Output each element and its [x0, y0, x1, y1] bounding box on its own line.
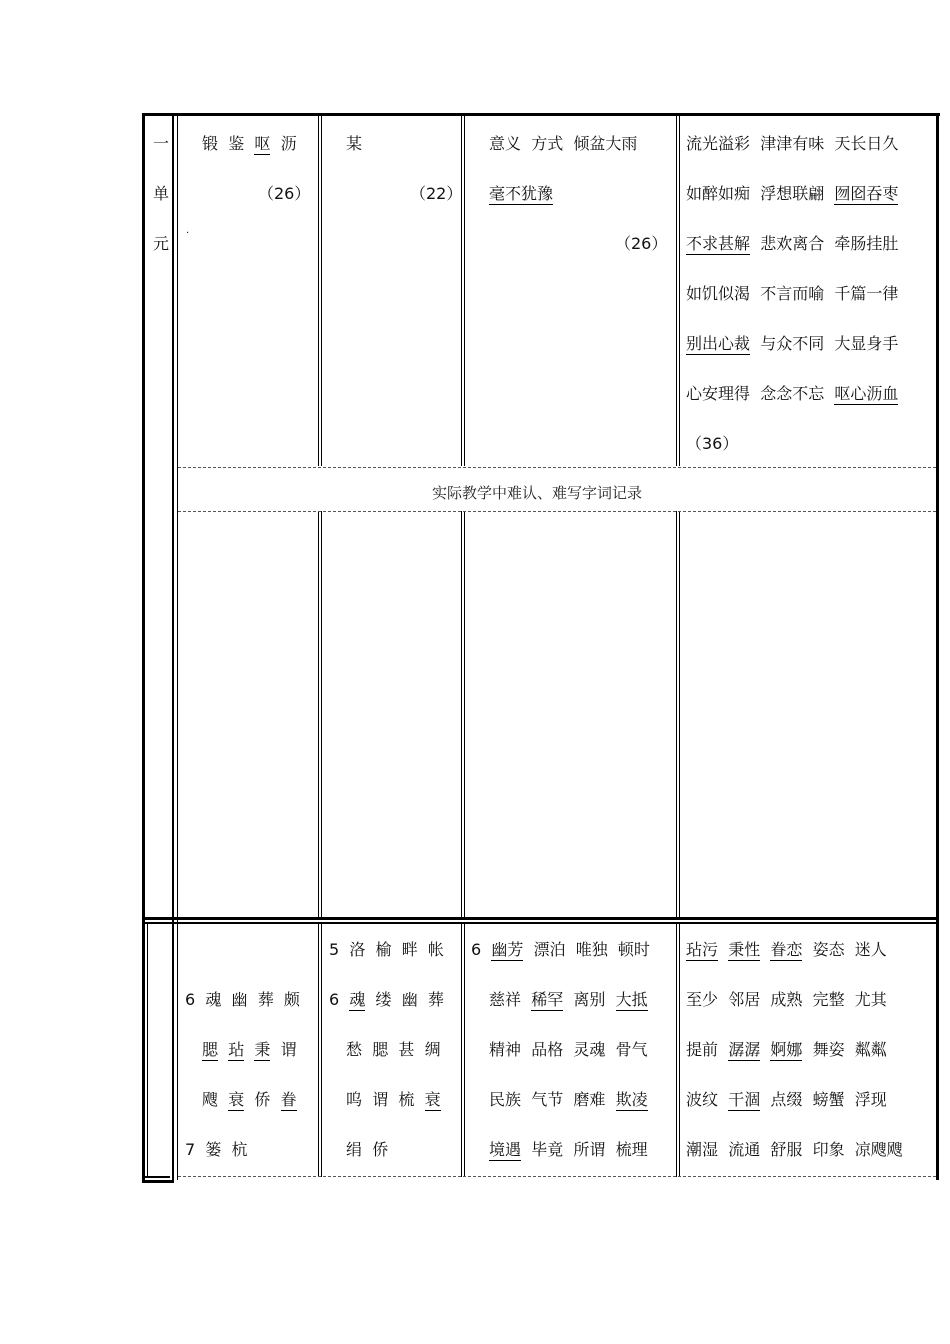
word: 至少	[686, 990, 719, 1009]
word: 提前	[686, 1040, 719, 1059]
s1-col2-word: 某	[346, 134, 363, 153]
char-underlined: 衰	[424, 1090, 441, 1109]
col-sep-1a	[318, 116, 319, 466]
word: 螃蟹	[812, 1090, 845, 1109]
word: 流光溢彩	[686, 134, 751, 153]
char-underlined: 玷	[228, 1040, 245, 1059]
word: 尤其	[854, 990, 887, 1009]
s2-col1-row	[185, 1140, 248, 1160]
unit-col-border-inner	[177, 113, 178, 1180]
word: 潮湿	[686, 1140, 719, 1159]
number: 6	[185, 990, 196, 1009]
word: 浮现	[854, 1090, 887, 1109]
word: 梳理	[615, 1140, 648, 1159]
word: 鉴	[228, 134, 245, 153]
word-underlined: 稀罕	[531, 990, 564, 1009]
char: 谓	[280, 1040, 297, 1059]
char: 侨	[372, 1140, 389, 1159]
number: 5	[329, 940, 340, 959]
s2-col2-row	[329, 940, 444, 960]
word: 悲欢离合	[760, 234, 825, 253]
s2-col1-row	[185, 990, 300, 1010]
word: 倾盆大雨	[573, 134, 638, 153]
s1-col3-line2	[489, 184, 553, 204]
word-underlined: 呕心沥血	[834, 384, 899, 403]
char: 呜	[346, 1090, 363, 1109]
col-sep-2a	[461, 116, 462, 466]
word-underlined: 呕	[254, 134, 271, 153]
word: 千篇一律	[834, 284, 899, 303]
char: 幽	[401, 990, 418, 1009]
s1-col4-row	[686, 234, 898, 254]
col-sep-1d	[321, 511, 322, 919]
word-underlined: 幽芳	[491, 940, 524, 959]
s2-col4-row	[686, 1040, 887, 1060]
char: 缕	[375, 990, 392, 1009]
word: 舞姿	[812, 1040, 845, 1059]
word-underlined: 婀娜	[770, 1040, 803, 1059]
section-divider	[142, 917, 939, 920]
s2-col3-row	[489, 990, 648, 1010]
char-underlined: 魂	[349, 990, 366, 1009]
col-sep-3e	[676, 922, 677, 1177]
col-sep-1b	[321, 116, 322, 466]
col-sep-2b	[464, 116, 465, 466]
char: 颇	[283, 990, 300, 1009]
table-left-border	[142, 113, 145, 1180]
s2-col4-row	[686, 990, 887, 1010]
word: 品格	[531, 1040, 564, 1059]
word-underlined: 玷污	[686, 940, 719, 959]
word: 点缀	[770, 1090, 803, 1109]
s1-col4-row	[686, 384, 898, 404]
word-underlined: 大抵	[615, 990, 648, 1009]
word: 离别	[573, 990, 606, 1009]
word: 方式	[531, 134, 564, 153]
char-underlined: 腮	[202, 1040, 219, 1059]
s2-col4-row	[686, 1140, 903, 1160]
char: 榆	[375, 940, 392, 959]
word: 顿时	[617, 940, 650, 959]
word: 凉飕飕	[854, 1140, 903, 1159]
s1-col4-count: （36）	[686, 434, 739, 453]
s1-col1-count: （26）	[258, 184, 311, 203]
char: 腮	[372, 1040, 389, 1059]
number: 6	[471, 940, 482, 959]
word-underlined: 潺潺	[728, 1040, 761, 1059]
char: 篓	[205, 1140, 222, 1159]
s1-col4-row	[686, 284, 898, 304]
word-underlined: 别出心裁	[686, 334, 751, 353]
word: 念念不忘	[760, 384, 825, 403]
s2-col2-row	[329, 990, 444, 1010]
word-underlined: 不求甚解	[686, 234, 751, 253]
word: 舒服	[770, 1140, 803, 1159]
word: 浮想联翩	[760, 184, 825, 203]
word-underlined: 毫不犹豫	[489, 184, 554, 203]
word: 与众不同	[760, 334, 825, 353]
char-underlined: 眷	[280, 1090, 297, 1109]
s2-col3-row	[489, 1090, 648, 1110]
s1-col4-row	[686, 134, 898, 154]
s1-col4-row	[686, 184, 898, 204]
char: 甚	[398, 1040, 415, 1059]
word-underlined: 境遇	[489, 1140, 522, 1159]
word: 粼粼	[854, 1040, 887, 1059]
word: 骨气	[615, 1040, 648, 1059]
word: 完整	[812, 990, 845, 1009]
word-underlined: 眷恋	[770, 940, 803, 959]
char: 葬	[257, 990, 274, 1009]
word: 邻居	[728, 990, 761, 1009]
char-underlined: 衰	[228, 1090, 245, 1109]
char: 葬	[427, 990, 444, 1009]
char: 洛	[349, 940, 366, 959]
col-sep-1c	[318, 511, 319, 919]
char: 谓	[372, 1090, 389, 1109]
word: 如饥似渴	[686, 284, 751, 303]
col-sep-2e	[461, 922, 462, 1177]
col-sep-2c	[461, 511, 462, 919]
char: 侨	[254, 1090, 271, 1109]
word: 成熟	[770, 990, 803, 1009]
char: 绢	[346, 1140, 363, 1159]
word: 如醉如痴	[686, 184, 751, 203]
word: 牵肠挂肚	[834, 234, 899, 253]
number: 6	[329, 990, 340, 1009]
s2-col3-row	[489, 1040, 648, 1060]
s2-col1-row	[202, 1040, 297, 1060]
col-sep-3f	[679, 922, 680, 1177]
word: 气节	[531, 1090, 564, 1109]
word: 姿态	[812, 940, 845, 959]
s2-col1-row	[202, 1090, 297, 1110]
char: 魂	[205, 990, 222, 1009]
s1-col1-words	[202, 134, 297, 154]
char: 畔	[401, 940, 418, 959]
s1-col3-count: （26）	[615, 234, 668, 253]
section-divider-inner	[142, 922, 939, 924]
s2-col2-row	[346, 1040, 441, 1060]
word-underlined: 秉性	[728, 940, 761, 959]
unit-label-char: 一	[153, 134, 170, 153]
word: 大显身手	[834, 334, 899, 353]
char: 杭	[231, 1140, 248, 1159]
col-sep-1f	[321, 922, 322, 1177]
char: 飕	[202, 1090, 219, 1109]
unit-col-border	[172, 113, 174, 1180]
s2-col4-row	[686, 1090, 887, 1110]
char: 幽	[231, 990, 248, 1009]
word: 天长日久	[834, 134, 899, 153]
bottom-mark-2	[142, 1180, 174, 1183]
char: 帐	[427, 940, 444, 959]
word-underlined: 干涸	[728, 1090, 761, 1109]
word: 磨难	[573, 1090, 606, 1109]
s1-col4-row	[686, 334, 898, 354]
word: 慈祥	[489, 990, 522, 1009]
table-right-border	[936, 113, 939, 1180]
word-underlined: 囫囵吞枣	[834, 184, 899, 203]
word: 唯独	[575, 940, 608, 959]
word: 沥	[280, 134, 297, 153]
col-sep-3a	[676, 116, 677, 466]
stray-dot: ·	[186, 228, 190, 239]
caption-bottom-dash	[178, 511, 936, 512]
s2-col2-row	[346, 1090, 441, 1110]
word: 不言而喻	[760, 284, 825, 303]
word: 意义	[489, 134, 522, 153]
bottom-mark-1	[142, 1176, 170, 1178]
table-bottom-dash	[178, 1176, 936, 1177]
s2-col4-row	[686, 940, 887, 960]
word: 漂泊	[533, 940, 566, 959]
table-top-border	[142, 113, 940, 116]
word-underlined: 欺凌	[615, 1090, 648, 1109]
col-sep-2f	[464, 922, 465, 1177]
word: 心安理得	[686, 384, 751, 403]
word: 波纹	[686, 1090, 719, 1109]
char: 梳	[398, 1090, 415, 1109]
char: 愁	[346, 1040, 363, 1059]
unit-label-char: 单	[153, 184, 170, 203]
caption-top-dash	[178, 467, 936, 468]
word: 印象	[812, 1140, 845, 1159]
s1-col2-count: （22）	[410, 184, 463, 203]
word: 毕竟	[531, 1140, 564, 1159]
word: 津津有味	[760, 134, 825, 153]
word: 迷人	[854, 940, 887, 959]
unit2-inner-left	[147, 924, 148, 1177]
word: 民族	[489, 1090, 522, 1109]
col-sep-3c	[676, 511, 677, 919]
number: 7	[185, 1140, 196, 1159]
col-sep-3b	[679, 116, 680, 466]
word: 精神	[489, 1040, 522, 1059]
s2-col3-row	[471, 940, 650, 960]
col-sep-1e	[318, 922, 319, 1177]
s1-col3-line1	[489, 134, 637, 154]
unit-label-char: 元	[153, 234, 170, 253]
char-underlined: 秉	[254, 1040, 271, 1059]
record-caption: 实际教学中难认、难写字词记录	[432, 484, 643, 502]
col-sep-2d	[464, 511, 465, 919]
s2-col3-row	[489, 1140, 648, 1160]
word: 流通	[728, 1140, 761, 1159]
s2-col2-row	[346, 1140, 388, 1160]
word: 锻	[202, 134, 219, 153]
word: 灵魂	[573, 1040, 606, 1059]
word: 所谓	[573, 1140, 606, 1159]
char: 绸	[424, 1040, 441, 1059]
col-sep-3d	[679, 511, 680, 919]
